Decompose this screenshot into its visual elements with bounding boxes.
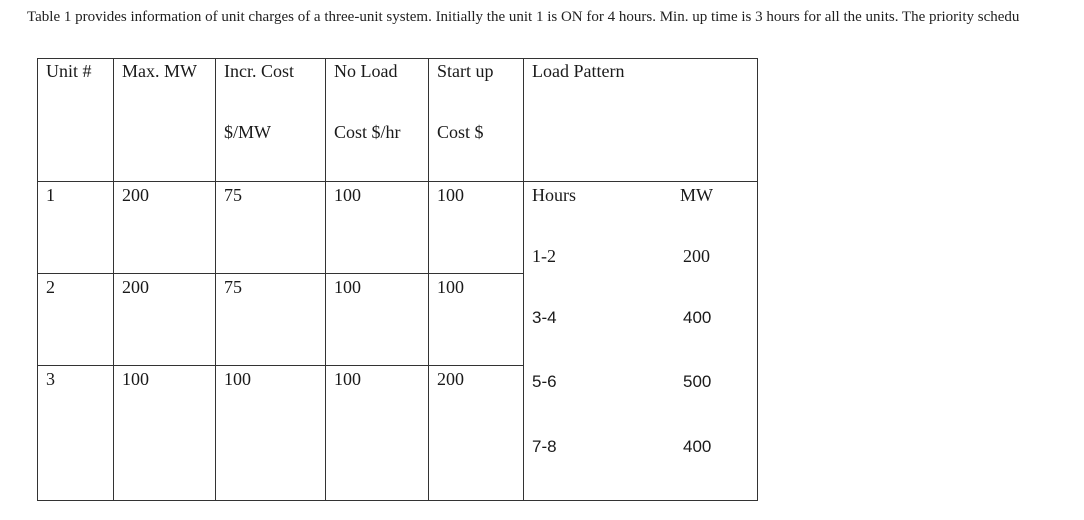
row-2-incr-cost: 75	[224, 277, 242, 297]
table-border-bottom	[37, 500, 758, 501]
col-divider-5	[523, 58, 524, 501]
col-divider-2	[215, 58, 216, 501]
intro-paragraph: Table 1 provides information of unit charges of a three-unit system. Initially the unit 1 is ON for 4 hours. Min. up time is 3 hours for all the units. The priority schedu	[27, 9, 1020, 25]
header-no-load-line2: Cost $/hr	[334, 122, 401, 142]
load-pattern-hours-4: 7-8	[532, 437, 557, 456]
row-3-incr-cost: 100	[224, 369, 251, 389]
header-divider	[37, 181, 758, 182]
header-unit: Unit #	[46, 61, 92, 81]
load-pattern-hours-2: 3-4	[532, 308, 557, 327]
row-3-unit: 3	[46, 369, 55, 389]
row-divider-1	[37, 273, 523, 274]
load-pattern-mw-header: MW	[680, 185, 713, 205]
table-border-left	[37, 58, 38, 501]
table-border-right	[757, 58, 758, 501]
row-3-no-load: 100	[334, 369, 361, 389]
row-1-max-mw: 200	[122, 185, 149, 205]
row-2-start-up: 100	[437, 277, 464, 297]
load-pattern-hours-1: 1-2	[532, 246, 556, 266]
header-start-up-line2: Cost $	[437, 122, 484, 142]
unit-data-table	[37, 58, 758, 501]
header-no-load-line1: No Load	[334, 61, 398, 81]
row-3-start-up: 200	[437, 369, 464, 389]
row-1-incr-cost: 75	[224, 185, 242, 205]
col-divider-1	[113, 58, 114, 501]
load-pattern-mw-2: 400	[683, 308, 712, 327]
row-3-max-mw: 100	[122, 369, 149, 389]
row-2-max-mw: 200	[122, 277, 149, 297]
load-pattern-hours-header: Hours	[532, 185, 576, 205]
header-start-up-line1: Start up	[437, 61, 494, 81]
table-border-top	[37, 58, 758, 59]
row-2-unit: 2	[46, 277, 55, 297]
header-incr-cost-line2: $/MW	[224, 122, 271, 142]
row-1-no-load: 100	[334, 185, 361, 205]
load-pattern-mw-1: 200	[683, 246, 710, 266]
header-max-mw: Max. MW	[122, 61, 197, 81]
row-1-unit: 1	[46, 185, 55, 205]
load-pattern-hours-3: 5-6	[532, 372, 557, 391]
row-1-start-up: 100	[437, 185, 464, 205]
col-divider-4	[428, 58, 429, 501]
header-load-pattern: Load Pattern	[532, 61, 625, 81]
col-divider-3	[325, 58, 326, 501]
load-pattern-mw-4: 400	[683, 437, 712, 456]
row-divider-2	[37, 365, 523, 366]
header-incr-cost-line1: Incr. Cost	[224, 61, 294, 81]
row-2-no-load: 100	[334, 277, 361, 297]
load-pattern-mw-3: 500	[683, 372, 712, 391]
